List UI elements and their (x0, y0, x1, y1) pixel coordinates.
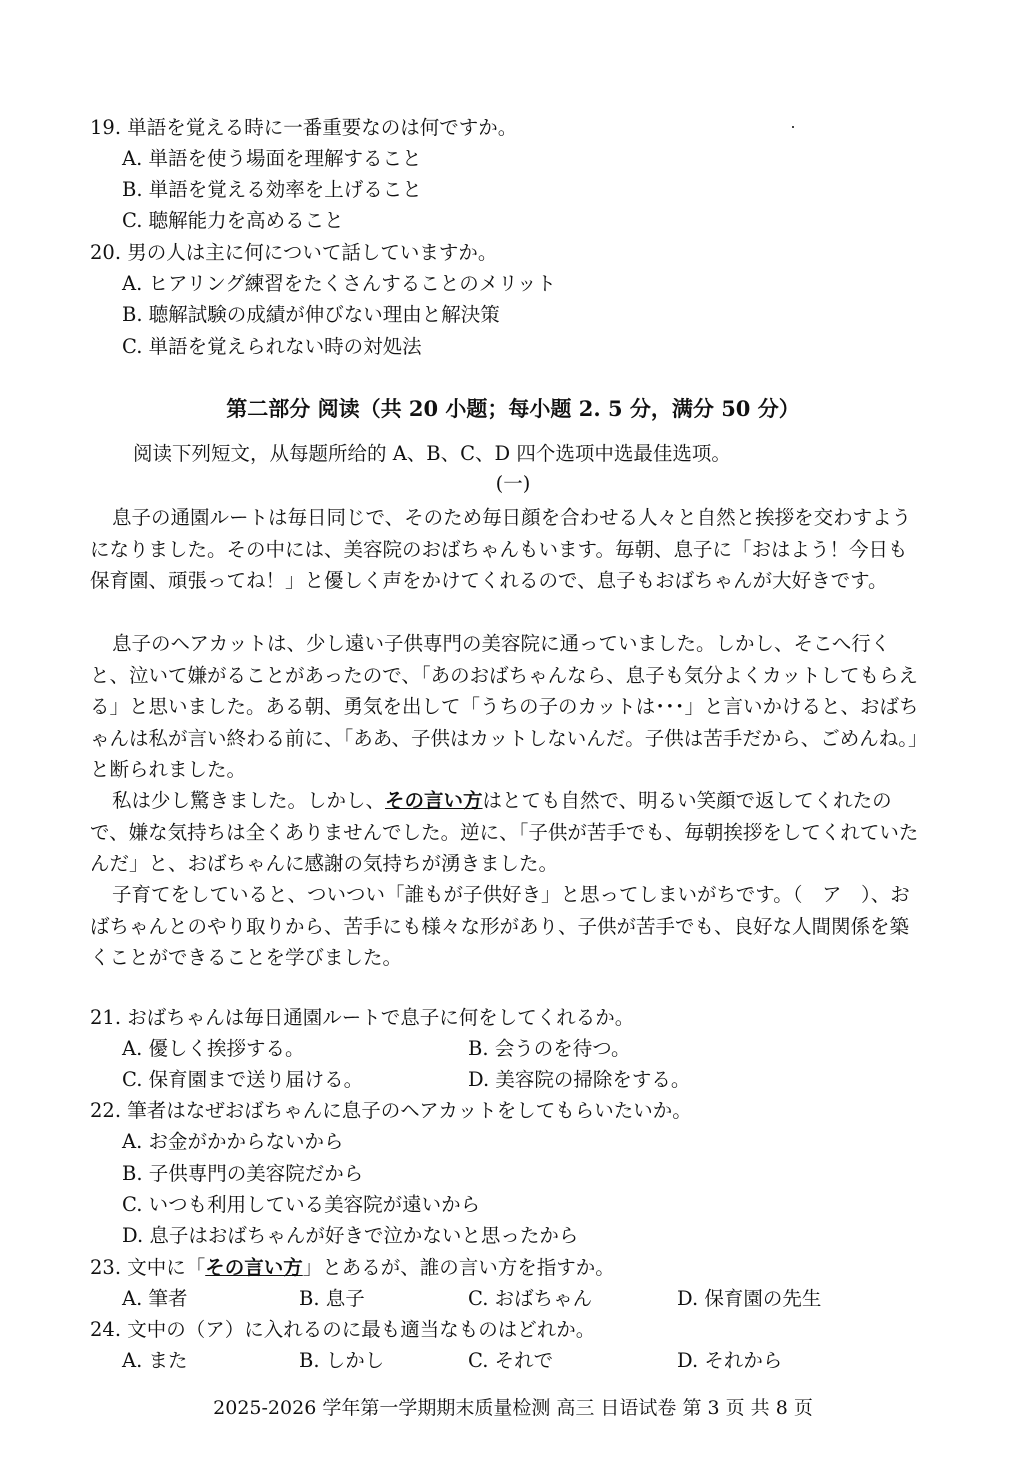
question-19-option-b: B. 単語を覚える効率を上げること (122, 178, 422, 201)
question-24-option-d: D. それから (677, 1349, 783, 1372)
passage-paragraph-2: 息子のヘアカットは、少し遠い子供専門の美容院に通っていました。しかし、そこへ行くと、泣いて嫌がることがあったので、「あのおばちゃんなら、息子も気分よくカットしてもらえる」と思いました。ある朝、勇気を出して「うちの子のカットは･･･」と言いかけると、おばちゃんは私が言い終わる前に、「ああ、子供はカットしないんだ。子供は苦手だから、ごめんね。」と断られました。 (90, 632, 919, 781)
question-22-option-d: D. 息子はおばちゃんが好きで泣かないと思ったから (122, 1224, 579, 1247)
paragraph-3-before: 私は少し驚きました。しかし、 (112, 789, 386, 812)
question-23-stem (90, 1256, 615, 1280)
question-21-stem: 21. おばちゃんは毎日通園ルートで息子に何をしてくれるか。 (90, 1006, 635, 1029)
passage-paragraph-3 (90, 785, 925, 880)
section-heading: 第二部分 阅读（共 20 小题；每小题 2. 5 分，满分 50 分） (226, 396, 800, 421)
question-22-option-b: B. 子供専門の美容院だから (122, 1162, 364, 1185)
question-22-stem: 22. 筆者はなぜおばちゃんに息子のヘアカットをしてもらいたいか。 (90, 1099, 692, 1122)
question-20-stem: 20. 男の人は主に何について話していますか。 (90, 241, 498, 264)
question-23-option-c: C. おばちゃん (468, 1287, 593, 1310)
question-23-option-d: D. 保育園の先生 (677, 1287, 822, 1310)
passage-label: (一) (495, 472, 531, 495)
question-21-option-c: C. 保育園まで送り届ける。 (122, 1068, 364, 1091)
question-23-stem-after: 」とあるが、誰の言い方を指すか。 (302, 1256, 615, 1279)
question-22-option-a: A. お金がかからないから (122, 1130, 344, 1153)
question-19-option-a: A. 単語を使う場面を理解すること (122, 147, 422, 170)
question-20-option-b: B. 聴解試験の成績が伸びない理由と解決策 (122, 303, 500, 326)
question-19-option-c: C. 聴解能力を高めること (122, 209, 344, 232)
passage-paragraph-1: 息子の通園ルートは毎日同じで、そのため毎日顔を合わせる人々と自然と挨拶を交わすようになりました。その中には、美容院のおばちゃんもいます。毎朝、息子に「おはよう！今日も保育園、頑張ってね！」と優しく声をかけてくれるので、息子もおばちゃんが大好きです。 (90, 506, 912, 592)
question-20-option-a: A. ヒアリング練習をたくさんすることのメリット (122, 272, 557, 295)
question-19-stem: 19. 単語を覚える時に一番重要なのは何ですか。 (90, 116, 518, 139)
passage-paragraph-4: 子育てをしていると、ついつい「誰もが子供好き」と思ってしまいがちです。（ ア ）、おばちゃんとのやり取りから、苦手にも様々な形があり、子供が苦手でも、良好な人間関係を築くことができることを学びました。 (90, 883, 910, 969)
question-21-option-d: D. 美容院の掃除をする。 (468, 1068, 691, 1091)
question-23-underlined: その言い方 (205, 1256, 303, 1279)
underlined-phrase: その言い方 (385, 789, 483, 812)
question-23-option-b: B. 息子 (299, 1287, 365, 1310)
question-24-stem: 24. 文中の（ア）に入れるのに最も適当なものはどれか。 (90, 1318, 596, 1341)
question-20-option-c: C. 単語を覚えられない時の対処法 (122, 335, 422, 358)
question-21-option-b: B. 会うのを待つ。 (468, 1037, 631, 1060)
instructions: 阅读下列短文，从每题所给的 A、B、C、D 四个选项中选最佳选项。 (133, 442, 731, 465)
paragraph-3-after: はとても自然で、明るい笑顔で返してくれたので、嫌な気持ちは全くありませんでした。逆に、「子供が苦手でも、毎朝挨拶をしてくれていたんだ」と、おばちゃんに感謝の気持ちが湧きました。 (90, 789, 919, 875)
question-22-option-c: C. いつも利用している美容院が遠いから (122, 1193, 481, 1216)
page-footer: 2025-2026 学年第一学期期末质量检测 高三 日语试卷 第 3 页 共 8 页 (213, 1397, 813, 1419)
question-24-option-c: C. それで (468, 1349, 554, 1372)
question-21-option-a: A. 優しく挨拶する。 (122, 1037, 305, 1060)
question-23-option-a: A. 筆者 (122, 1287, 188, 1310)
question-24-option-a: A. また (122, 1349, 188, 1372)
scan-speck (792, 126, 794, 128)
question-24-option-b: B. しかし (299, 1349, 385, 1372)
question-23-stem-before: 23. 文中に「 (90, 1256, 206, 1279)
